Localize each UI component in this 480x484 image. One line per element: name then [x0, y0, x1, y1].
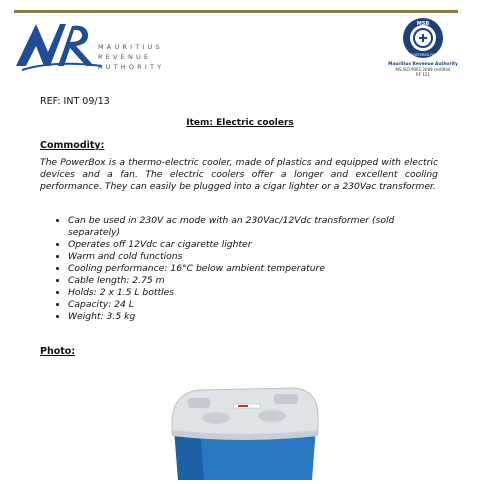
cert-number: RF 121	[416, 72, 430, 77]
cooler-photo	[160, 380, 330, 480]
list-item: • Can be used in 230V ac mode with an 230Vac/12Vdc transformer (sold separately)	[68, 215, 448, 239]
feature-list	[52, 215, 448, 323]
svg-text:MSB: MSB	[416, 21, 430, 27]
list-item: • Cable length: 2.75 m	[68, 275, 448, 287]
svg-text:REGISTERED FIRM: REGISTERED FIRM	[407, 53, 439, 57]
cooler-image	[160, 380, 330, 480]
list-item: • Holds: 2 x 1.5 L bottles	[68, 287, 448, 299]
msb-seal-icon	[401, 16, 445, 60]
cert-standard: MS ISO 9001:2008 certified	[395, 67, 451, 72]
mra-org-name: MAURITIUS REVENUE AUTHORITY	[98, 43, 165, 71]
list-item: • Cooling performance: 16°C below ambient temperature	[68, 263, 448, 275]
list-item: • Operates off 12Vdc car cigarette lighter	[68, 239, 448, 251]
cert-org: Mauritius Revenue Authority	[388, 62, 458, 67]
item-title: Item: Electric coolers	[186, 118, 294, 128]
mra-logo	[14, 16, 204, 76]
certification-badge	[378, 16, 468, 77]
commodity-heading: Commodity:	[40, 140, 105, 151]
mra-monogram-icon	[14, 16, 104, 76]
photo-heading: Photo:	[40, 346, 76, 357]
header-rule	[14, 10, 458, 13]
list-item: • Warm and cold functions	[68, 251, 448, 263]
list-item: • Weight: 3.5 kg	[68, 311, 448, 323]
commodity-description: The PowerBox is a thermo-electric cooler, made of plastics and equipped with electric devices and a fan. The electric coolers offer a longer and excellent cooling performance. They can easily be plugged into a cigar lighter or a 230Vac transformer.	[40, 157, 438, 192]
list-item: • Capacity: 24 L	[68, 299, 448, 311]
reference-number: REF: INT 09/13	[40, 96, 110, 107]
